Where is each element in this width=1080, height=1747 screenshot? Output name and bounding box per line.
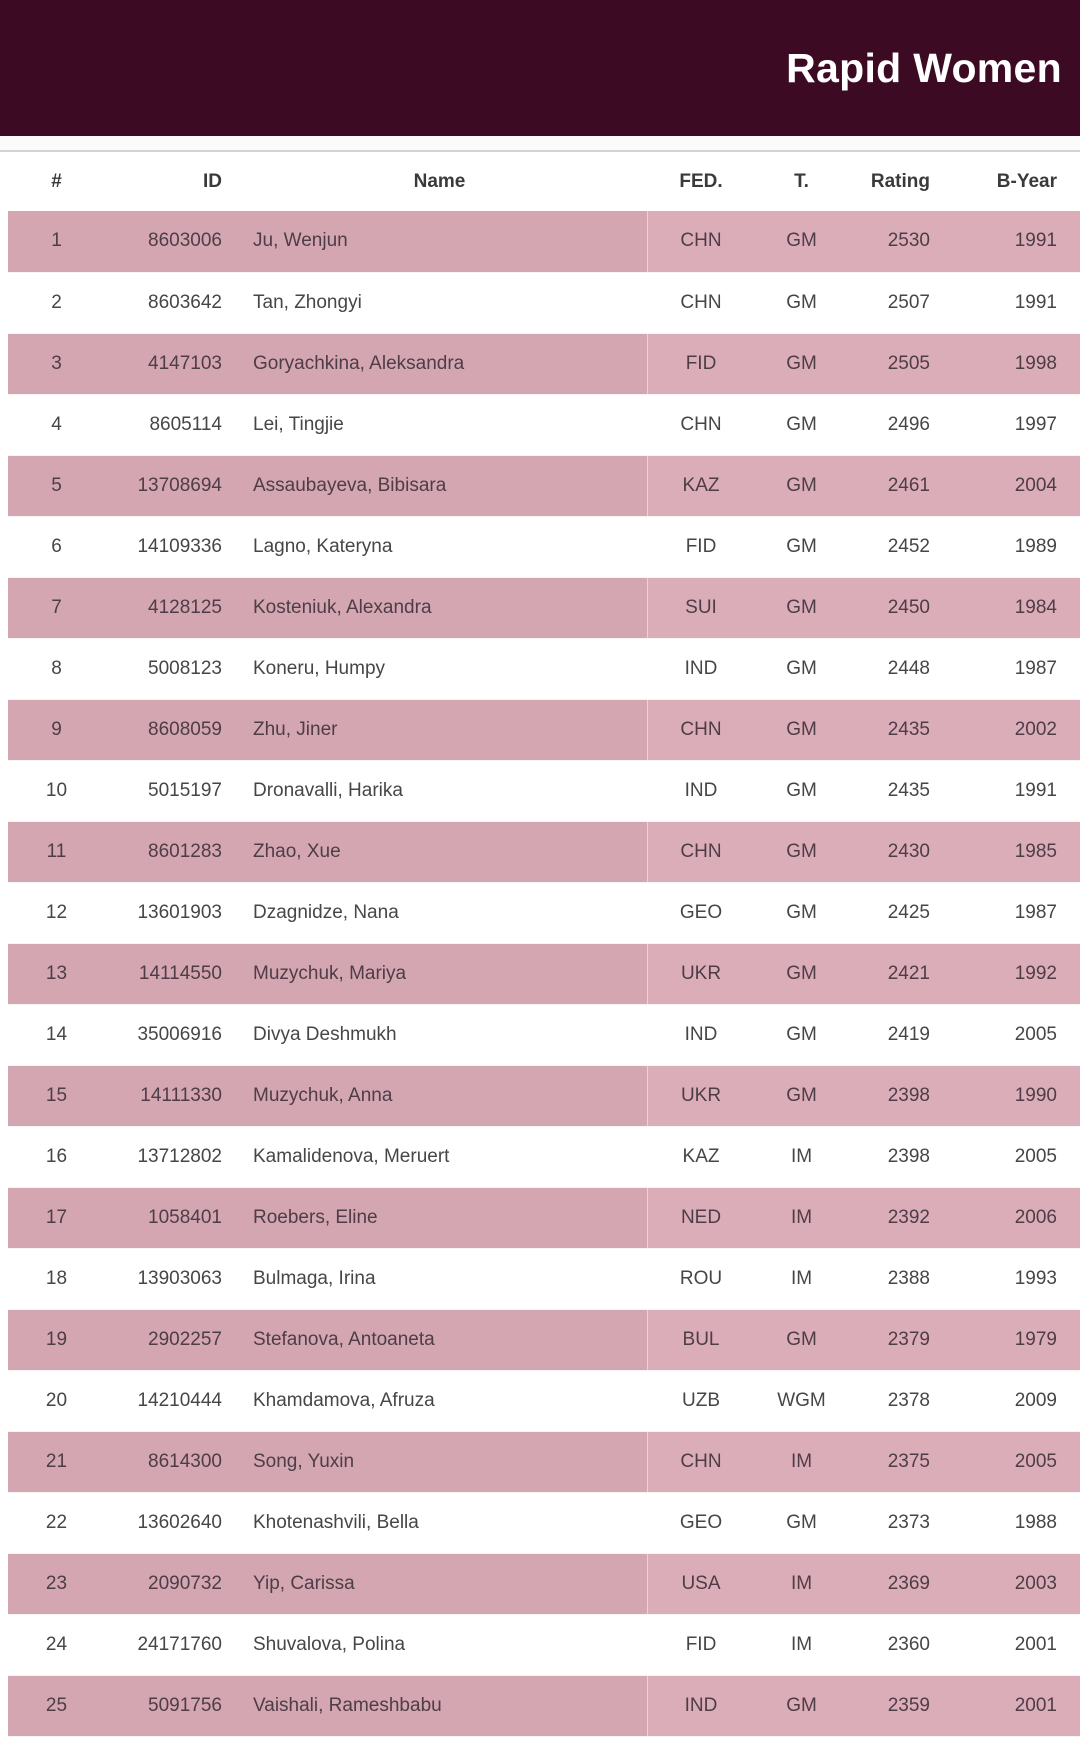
cell-id: 13903063 [105,1248,232,1309]
cell-rating: 2373 [848,1492,942,1553]
table-row[interactable] [8,1492,1080,1553]
cell-byear: 2006 [942,1187,1080,1248]
cell-rank: 2 [8,272,105,333]
cell-fed: FID [647,516,755,577]
cell-byear: 1984 [942,577,1080,638]
cell-byear: 1991 [942,760,1080,821]
table-row[interactable] [8,1004,1080,1065]
cell-fed: CHN [647,211,755,272]
cell-title: GM [755,638,848,699]
cell-title: IM [755,1248,848,1309]
cell-name: Yip, Carissa [232,1553,647,1614]
cell-rating: 2360 [848,1614,942,1675]
cell-title: IM [755,1431,848,1492]
cell-fed: IND [647,760,755,821]
table-row[interactable] [8,699,1080,760]
cell-id: 8603006 [105,211,232,272]
cell-id: 8603642 [105,272,232,333]
cell-byear: 2004 [942,455,1080,516]
cell-fed: FID [647,333,755,394]
cell-rating: 2378 [848,1370,942,1431]
table-row[interactable] [8,577,1080,638]
cell-name: Dronavalli, Harika [232,760,647,821]
table-row[interactable] [8,1614,1080,1675]
table-row[interactable] [8,760,1080,821]
cell-name: Lei, Tingjie [232,394,647,455]
cell-title: GM [755,516,848,577]
cell-rank: 21 [8,1431,105,1492]
cell-byear: 2001 [942,1614,1080,1675]
cell-title: GM [755,455,848,516]
cell-name: Dzagnidze, Nana [232,882,647,943]
cell-name: Divya Deshmukh [232,1004,647,1065]
cell-rating: 2496 [848,394,942,455]
cell-rating: 2507 [848,272,942,333]
cell-id: 13601903 [105,882,232,943]
cell-byear: 1997 [942,394,1080,455]
cell-name: Khotenashvili, Bella [232,1492,647,1553]
cell-rank: 14 [8,1004,105,1065]
table-row[interactable] [8,821,1080,882]
cell-fed: SUI [647,577,755,638]
cell-fed: GEO [647,1492,755,1553]
cell-title: IM [755,1553,848,1614]
cell-rank: 24 [8,1614,105,1675]
cell-rating: 2369 [848,1553,942,1614]
cell-rank: 19 [8,1309,105,1370]
cell-id: 13712802 [105,1126,232,1187]
cell-fed: BUL [647,1309,755,1370]
cell-title: GM [755,760,848,821]
cell-id: 5091756 [105,1675,232,1736]
cell-rating: 2421 [848,943,942,1004]
cell-id: 8605114 [105,394,232,455]
cell-title: GM [755,211,848,272]
cell-title: IM [755,1187,848,1248]
cell-name: Shuvalova, Polina [232,1614,647,1675]
table-row[interactable] [8,1553,1080,1614]
cell-rank: 9 [8,699,105,760]
column-header-byear: B-Year [996,170,1057,192]
cell-rank: 4 [8,394,105,455]
page-title: Rapid Women [786,44,1062,91]
cell-byear: 2002 [942,699,1080,760]
cell-fed: CHN [647,821,755,882]
table-row[interactable] [8,882,1080,943]
cell-name: Lagno, Kateryna [232,516,647,577]
cell-name: Tan, Zhongyi [232,272,647,333]
cell-rating: 2425 [848,882,942,943]
cell-name: Khamdamova, Afruza [232,1370,647,1431]
cell-rank: 1 [8,211,105,272]
cell-title: GM [755,821,848,882]
cell-name: Muzychuk, Anna [232,1065,647,1126]
column-header-title: T. [794,170,809,192]
cell-byear: 1988 [942,1492,1080,1553]
table-row[interactable] [8,1309,1080,1370]
cell-id: 14109336 [105,516,232,577]
column-header-rating: Rating [870,170,930,192]
cell-name: Koneru, Humpy [232,638,647,699]
cell-title: GM [755,1675,848,1736]
table-body [8,211,1080,1736]
cell-rank: 13 [8,943,105,1004]
cell-name: Roebers, Eline [232,1187,647,1248]
cell-id: 8614300 [105,1431,232,1492]
table-row[interactable] [8,1187,1080,1248]
cell-title: GM [755,882,848,943]
cell-name: Vaishali, Rameshbabu [232,1675,647,1736]
cell-rank: 5 [8,455,105,516]
cell-title: GM [755,1065,848,1126]
column-header-fed: FED. [679,170,723,192]
cell-fed: ROU [647,1248,755,1309]
cell-byear: 1985 [942,821,1080,882]
table-row[interactable] [8,516,1080,577]
table-row[interactable] [8,1248,1080,1309]
cell-rank: 17 [8,1187,105,1248]
cell-title: GM [755,1309,848,1370]
cell-title: GM [755,394,848,455]
cell-name: Assaubayeva, Bibisara [232,455,647,516]
cell-rank: 10 [8,760,105,821]
cell-id: 4128125 [105,577,232,638]
cell-rank: 11 [8,821,105,882]
cell-name: Zhu, Jiner [232,699,647,760]
cell-fed: NED [647,1187,755,1248]
cell-byear: 2001 [942,1675,1080,1736]
cell-title: GM [755,333,848,394]
cell-rating: 2398 [848,1126,942,1187]
cell-rating: 2530 [848,211,942,272]
cell-rating: 2435 [848,699,942,760]
cell-byear: 1991 [942,211,1080,272]
cell-name: Bulmaga, Irina [232,1248,647,1309]
cell-rating: 2398 [848,1065,942,1126]
cell-id: 14210444 [105,1370,232,1431]
table-row[interactable] [8,1431,1080,1492]
cell-title: GM [755,1004,848,1065]
cell-title: IM [755,1126,848,1187]
cell-id: 4147103 [105,333,232,394]
cell-fed: UZB [647,1370,755,1431]
cell-fed: KAZ [647,455,755,516]
column-header-id: ID [203,170,222,192]
cell-fed: IND [647,1675,755,1736]
cell-rating: 2448 [848,638,942,699]
cell-rating: 2430 [848,821,942,882]
cell-fed: CHN [647,699,755,760]
cell-title: GM [755,577,848,638]
cell-name: Kosteniuk, Alexandra [232,577,647,638]
cell-fed: UKR [647,943,755,1004]
cell-fed: CHN [647,394,755,455]
cell-title: GM [755,1492,848,1553]
header-divider [0,136,1080,152]
cell-fed: IND [647,638,755,699]
cell-id: 13602640 [105,1492,232,1553]
cell-rating: 2461 [848,455,942,516]
cell-rank: 20 [8,1370,105,1431]
cell-rank: 16 [8,1126,105,1187]
cell-rank: 7 [8,577,105,638]
cell-title: GM [755,272,848,333]
cell-rating: 2505 [848,333,942,394]
cell-name: Muzychuk, Mariya [232,943,647,1004]
cell-id: 8608059 [105,699,232,760]
cell-rating: 2419 [848,1004,942,1065]
cell-rating: 2392 [848,1187,942,1248]
cell-title: WGM [755,1370,848,1431]
cell-byear: 1998 [942,333,1080,394]
cell-id: 1058401 [105,1187,232,1248]
cell-id: 2090732 [105,1553,232,1614]
cell-rating: 2435 [848,760,942,821]
cell-id: 35006916 [105,1004,232,1065]
table-row[interactable] [8,1675,1080,1736]
ratings-table-wrap [0,152,1080,1737]
cell-id: 2902257 [105,1309,232,1370]
cell-name: Goryachkina, Aleksandra [232,333,647,394]
cell-fed: GEO [647,882,755,943]
table-row[interactable] [8,638,1080,699]
cell-byear: 1991 [942,272,1080,333]
cell-byear: 1989 [942,516,1080,577]
cell-rank: 25 [8,1675,105,1736]
app-header [0,0,1080,136]
ratings-table [8,152,1080,1737]
table-row[interactable] [8,394,1080,455]
cell-fed: IND [647,1004,755,1065]
cell-rank: 6 [8,516,105,577]
cell-name: Ju, Wenjun [232,211,647,272]
cell-byear: 1987 [942,882,1080,943]
column-header-name: Name [413,170,466,192]
cell-fed: USA [647,1553,755,1614]
cell-fed: UKR [647,1065,755,1126]
table-row[interactable] [8,333,1080,394]
cell-name: Stefanova, Antoaneta [232,1309,647,1370]
cell-name: Kamalidenova, Meruert [232,1126,647,1187]
cell-rating: 2375 [848,1431,942,1492]
cell-name: Song, Yuxin [232,1431,647,1492]
cell-rank: 22 [8,1492,105,1553]
cell-title: IM [755,1614,848,1675]
cell-rating: 2359 [848,1675,942,1736]
cell-rating: 2450 [848,577,942,638]
cell-rank: 3 [8,333,105,394]
table-row[interactable] [8,943,1080,1004]
cell-name: Zhao, Xue [232,821,647,882]
cell-rank: 12 [8,882,105,943]
cell-fed: KAZ [647,1126,755,1187]
cell-byear: 2003 [942,1553,1080,1614]
cell-fed: CHN [647,1431,755,1492]
cell-rating: 2452 [848,516,942,577]
column-header-rank: # [51,170,62,192]
cell-rank: 15 [8,1065,105,1126]
cell-rank: 18 [8,1248,105,1309]
cell-id: 13708694 [105,455,232,516]
cell-fed: CHN [647,272,755,333]
table-row[interactable] [8,1126,1080,1187]
table-row[interactable] [8,455,1080,516]
cell-byear: 2005 [942,1431,1080,1492]
cell-byear: 2005 [942,1004,1080,1065]
cell-byear: 2005 [942,1126,1080,1187]
cell-id: 8601283 [105,821,232,882]
cell-byear: 1987 [942,638,1080,699]
cell-byear: 2009 [942,1370,1080,1431]
cell-title: GM [755,699,848,760]
cell-id: 14111330 [105,1065,232,1126]
cell-id: 24171760 [105,1614,232,1675]
cell-title: GM [755,943,848,1004]
cell-byear: 1993 [942,1248,1080,1309]
cell-rank: 8 [8,638,105,699]
table-row[interactable] [8,1370,1080,1431]
cell-rating: 2379 [848,1309,942,1370]
cell-byear: 1979 [942,1309,1080,1370]
cell-byear: 1992 [942,943,1080,1004]
cell-id: 5008123 [105,638,232,699]
table-header-row [8,152,1080,211]
cell-rating: 2388 [848,1248,942,1309]
cell-rank: 23 [8,1553,105,1614]
table-row[interactable] [8,211,1080,272]
cell-id: 14114550 [105,943,232,1004]
table-row[interactable] [8,272,1080,333]
cell-fed: FID [647,1614,755,1675]
cell-byear: 1990 [942,1065,1080,1126]
cell-id: 5015197 [105,760,232,821]
table-row[interactable] [8,1065,1080,1126]
